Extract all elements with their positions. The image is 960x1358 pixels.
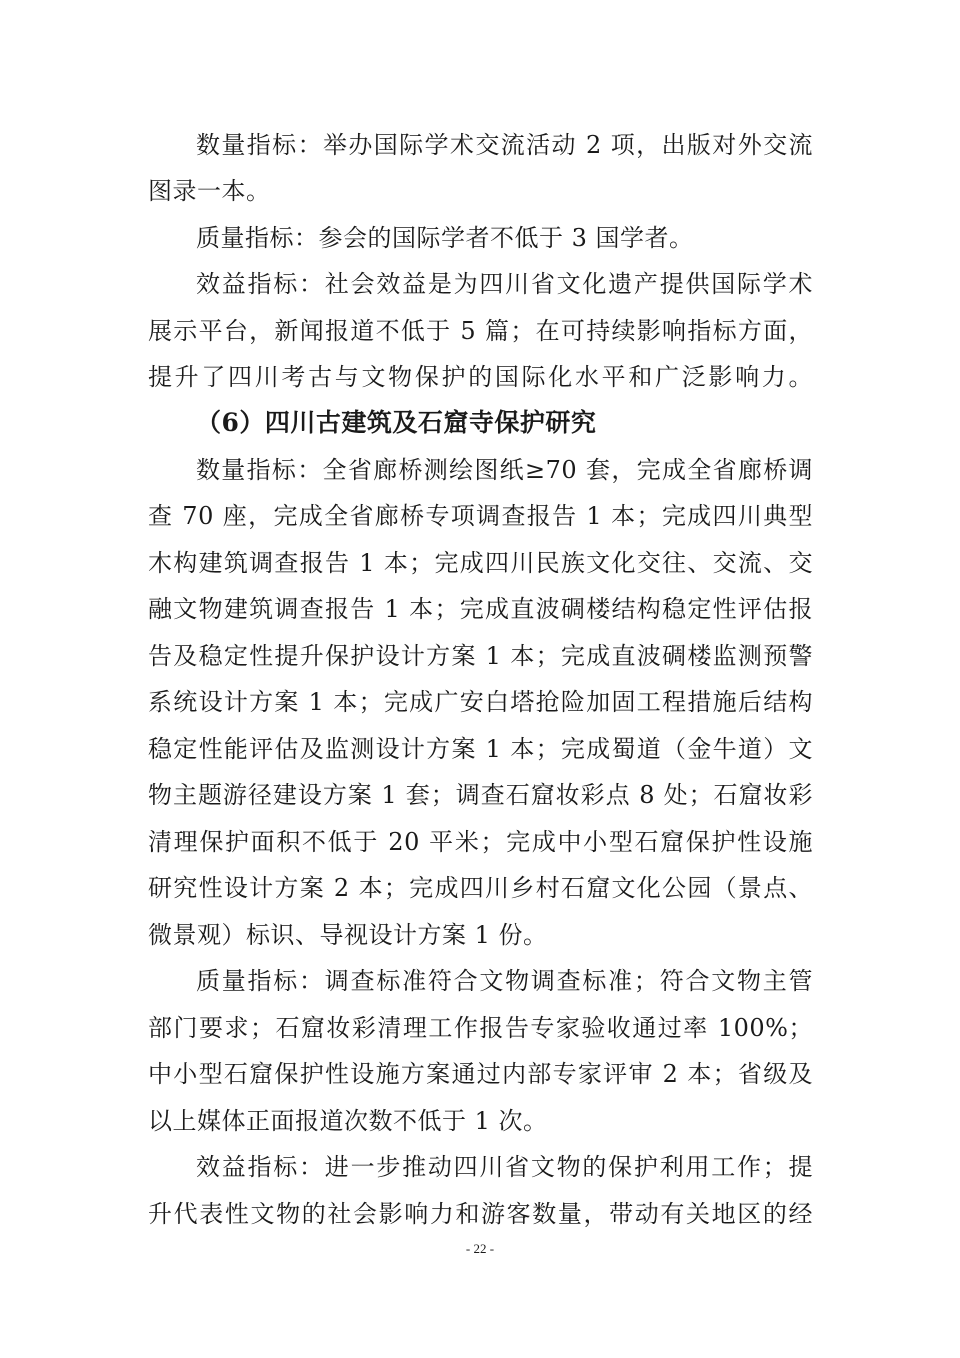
paragraph-line: 展示平台，新闻报道不低于 5 篇；在可持续影响指标方面， — [148, 317, 813, 345]
paragraph-line: 数量指标：举办国际学术交流活动 2 项，出版对外交流 — [196, 131, 813, 159]
paragraph-line: 查 70 座，完成全省廊桥专项调查报告 1 本；完成四川典型 — [148, 502, 813, 530]
paragraph-line: 微景观）标识、导视设计方案 1 份。 — [148, 921, 548, 949]
paragraph-line: 研究性设计方案 2 本；完成四川乡村石窟文化公园（景点、 — [148, 874, 813, 902]
paragraph-line: 部门要求；石窟妆彩清理工作报告专家验收通过率 100%； — [148, 1014, 813, 1042]
paragraph-line: 效益指标：社会效益是为四川省文化遗产提供国际学术 — [196, 270, 813, 298]
paragraph-line: 系统设计方案 1 本；完成广安白塔抢险加固工程措施后结构 — [148, 688, 813, 716]
paragraph-line: 以上媒体正面报道次数不低于 1 次。 — [148, 1107, 548, 1135]
section-heading: （6）四川古建筑及石窟寺保护研究 — [196, 408, 597, 437]
paragraph-line: 物主题游径建设方案 1 套；调查石窟妆彩点 8 处；石窟妆彩 — [148, 781, 813, 809]
paragraph-line: 升代表性文物的社会影响力和游客数量，带动有关地区的经 — [148, 1200, 813, 1228]
paragraph-line: 中小型石窟保护性设施方案通过内部专家评审 2 本；省级及 — [148, 1060, 813, 1088]
page-number: - 22 - — [465, 1241, 495, 1256]
paragraph-line: 告及稳定性提升保护设计方案 1 本；完成直波碉楼监测预警 — [148, 642, 813, 670]
paragraph-line: 质量指标：参会的国际学者不低于 3 国学者。 — [196, 224, 694, 252]
paragraph-line: 提升了四川考古与文物保护的国际化水平和广泛影响力。 — [148, 363, 813, 391]
paragraph-line: 质量指标：调查标准符合文物调查标准；符合文物主管 — [196, 967, 813, 995]
paragraph-line: 图录一本。 — [148, 177, 271, 205]
paragraph-line: 效益指标：进一步推动四川省文物的保护利用工作；提 — [196, 1153, 813, 1181]
paragraph-line: 融文物建筑调查报告 1 本；完成直波碉楼结构稳定性评估报 — [148, 595, 813, 623]
paragraph-line: 清理保护面积不低于 20 平米；完成中小型石窟保护性设施 — [148, 828, 813, 856]
paragraph-line: 木构建筑调查报告 1 本；完成四川民族文化交往、交流、交 — [148, 549, 813, 577]
paragraph-line: 稳定性能评估及监测设计方案 1 本；完成蜀道（金牛道）文 — [148, 735, 813, 763]
paragraph-line: 数量指标：全省廊桥测绘图纸≥70 套，完成全省廊桥调 — [196, 456, 813, 484]
